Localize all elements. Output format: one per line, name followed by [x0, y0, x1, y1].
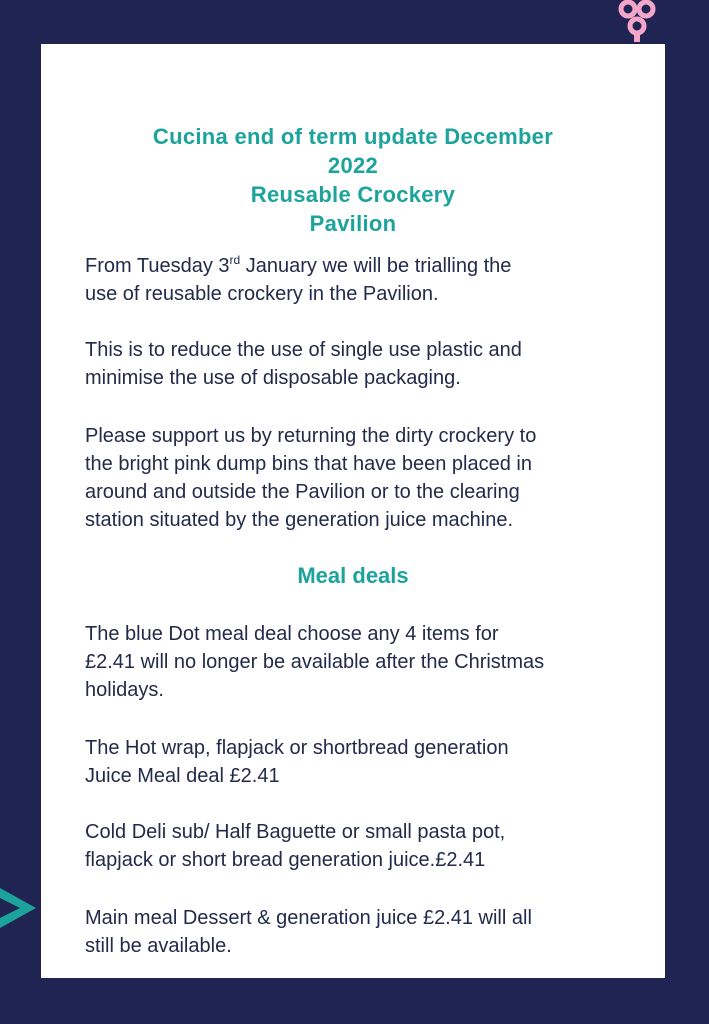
paragraph-line: flapjack or short bread generation juice.£2.41 [85, 849, 486, 871]
paragraph-hot-wrap [85, 734, 645, 790]
title-line-2: 2022 [327, 153, 379, 178]
paragraph-line: Juice Meal deal £2.41 [85, 765, 280, 787]
paragraph-line: Main meal Dessert & generation juice £2.41 will all [85, 907, 532, 929]
meal-deals-heading: Meal deals [297, 563, 409, 588]
paragraph-blue-dot [85, 620, 645, 704]
paragraph-line: Cold Deli sub/ Half Baguette or small pasta pot, [85, 821, 506, 843]
paragraph-line: still be available. [85, 935, 232, 957]
paragraph-line: station situated by the generation juice machine. [85, 509, 514, 531]
title-line-4: Pavilion [309, 211, 397, 236]
paragraph-line: holidays. [85, 679, 164, 701]
title-line-3: Reusable Crockery [250, 182, 456, 207]
paragraph-line: From Tuesday 3rd January we will be trialling the [85, 253, 512, 277]
paragraph-line: use of reusable crockery in the Pavilion. [85, 283, 439, 305]
paragraph-line: The blue Dot meal deal choose any 4 items for [85, 623, 499, 645]
paragraph-line: the bright pink dump bins that have been placed in [85, 453, 532, 475]
paragraph-line: Please support us by returning the dirty crockery to [85, 425, 537, 447]
notice-card [41, 44, 665, 978]
title-line-1: Cucina end of term update December [152, 124, 554, 149]
paragraph-line: around and outside the Pavilion or to the clearing [85, 481, 520, 503]
paragraph-purpose [85, 336, 645, 392]
paragraph-line: £2.41 will no longer be available after the Christmas [85, 651, 545, 673]
paragraph-cold-deli [85, 818, 645, 874]
page-title [41, 122, 665, 238]
paragraph-line: The Hot wrap, flapjack or shortbread generation [85, 737, 509, 759]
chevron-right-icon [0, 884, 40, 937]
paragraph-line: minimise the use of disposable packaging. [85, 367, 461, 389]
paragraph-main-meal [85, 904, 645, 960]
paragraph-line: This is to reduce the use of single use plastic and [85, 339, 522, 361]
paragraph-trial [85, 252, 645, 308]
paragraph-support [85, 422, 645, 534]
